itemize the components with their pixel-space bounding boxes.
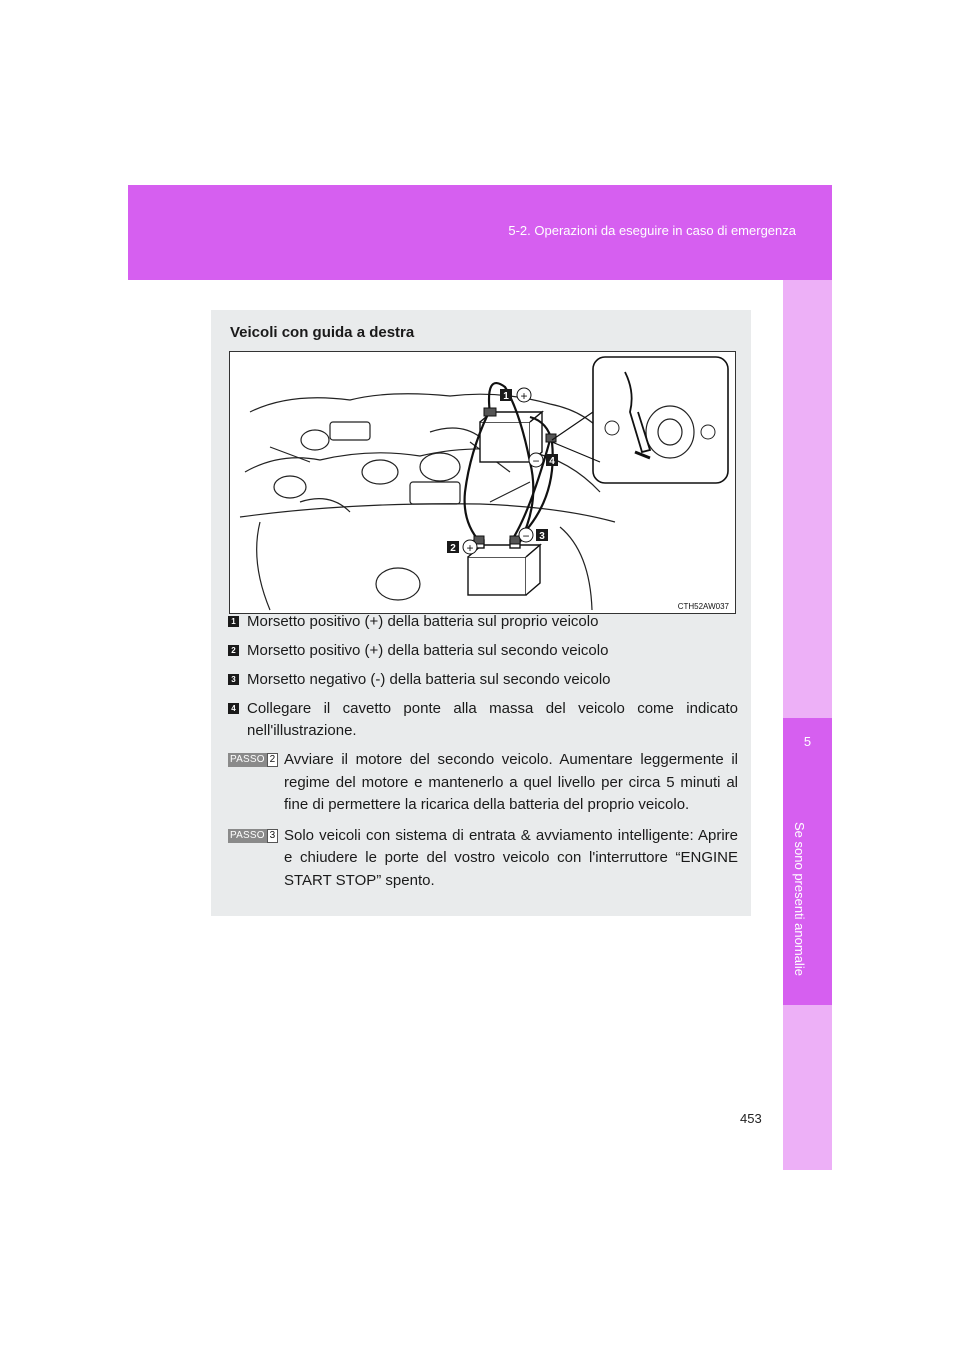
content-box <box>211 310 751 916</box>
step-item <box>228 749 738 817</box>
svg-text:+: + <box>466 541 474 555</box>
callout-1 <box>500 388 531 403</box>
legend-text: Morsetto negativo (-) della batteria sul secondo veicolo <box>247 671 611 688</box>
svg-text:1: 1 <box>503 391 509 402</box>
legend <box>228 611 738 900</box>
legend-item <box>228 698 738 742</box>
step-badge <box>228 829 278 843</box>
svg-text:4: 4 <box>549 456 555 467</box>
legend-text: Collegare il cavetto ponte alla massa del veicolo come indicato nell'illustrazione. <box>247 700 738 739</box>
legend-item <box>228 640 738 662</box>
legend-number-badge: 1 <box>228 616 239 627</box>
step-number: 3 <box>267 829 278 843</box>
legend-number-badge: 3 <box>228 674 239 685</box>
legend-number-badge: 2 <box>228 645 239 656</box>
legend-item <box>228 611 738 633</box>
step-item <box>228 825 738 893</box>
engine-bay-drawing <box>240 394 615 610</box>
chapter-number: 5 <box>803 734 812 749</box>
svg-text:2: 2 <box>450 543 456 554</box>
page-number: 453 <box>740 1111 762 1126</box>
callout-3 <box>519 528 548 543</box>
svg-text:+: + <box>520 389 528 403</box>
header-band <box>128 185 832 280</box>
box-heading: Veicoli con guida a destra <box>230 324 415 341</box>
step-word: PASSO <box>230 754 265 765</box>
legend-number-badge: 4 <box>228 703 239 714</box>
step-badge <box>228 753 278 767</box>
legend-text: Morsetto positivo (+) della batteria sul secondo veicolo <box>247 642 609 659</box>
figure-code: CTH52AW037 <box>677 602 729 611</box>
engine-illustration <box>229 351 736 614</box>
step-word: PASSO <box>230 829 265 841</box>
jump-start-diagram <box>230 352 735 613</box>
legend-item <box>228 669 738 691</box>
callout-2 <box>447 540 477 555</box>
section-title: 5-2. Operazioni da eseguire in caso di emergenza <box>508 223 796 238</box>
svg-text:−: − <box>522 529 530 543</box>
detail-inset <box>552 357 728 483</box>
booster-battery <box>468 540 540 595</box>
step-number: 2 <box>267 753 278 767</box>
step-text: Avviare il motore del secondo veicolo. Aumentare leggermente il regime del motore e mantenerlo a quel livello per circa 5 minuti al fine di permettere la ricarica della batteria del proprio veicolo. <box>284 751 738 813</box>
step-text: Solo veicoli con sistema di entrata & avviamento intelligente: Aprire e chiudere le porte del vostro veicolo con l'interruttore “ENGINE START STOP” spento. <box>284 826 738 889</box>
svg-text:−: − <box>532 454 540 468</box>
svg-text:3: 3 <box>539 531 545 542</box>
legend-text: Morsetto positivo (+) della batteria sul proprio veicolo <box>247 613 599 630</box>
chapter-tab[interactable] <box>783 718 832 1005</box>
chapter-title: Se sono presenti anomalie <box>792 822 807 976</box>
